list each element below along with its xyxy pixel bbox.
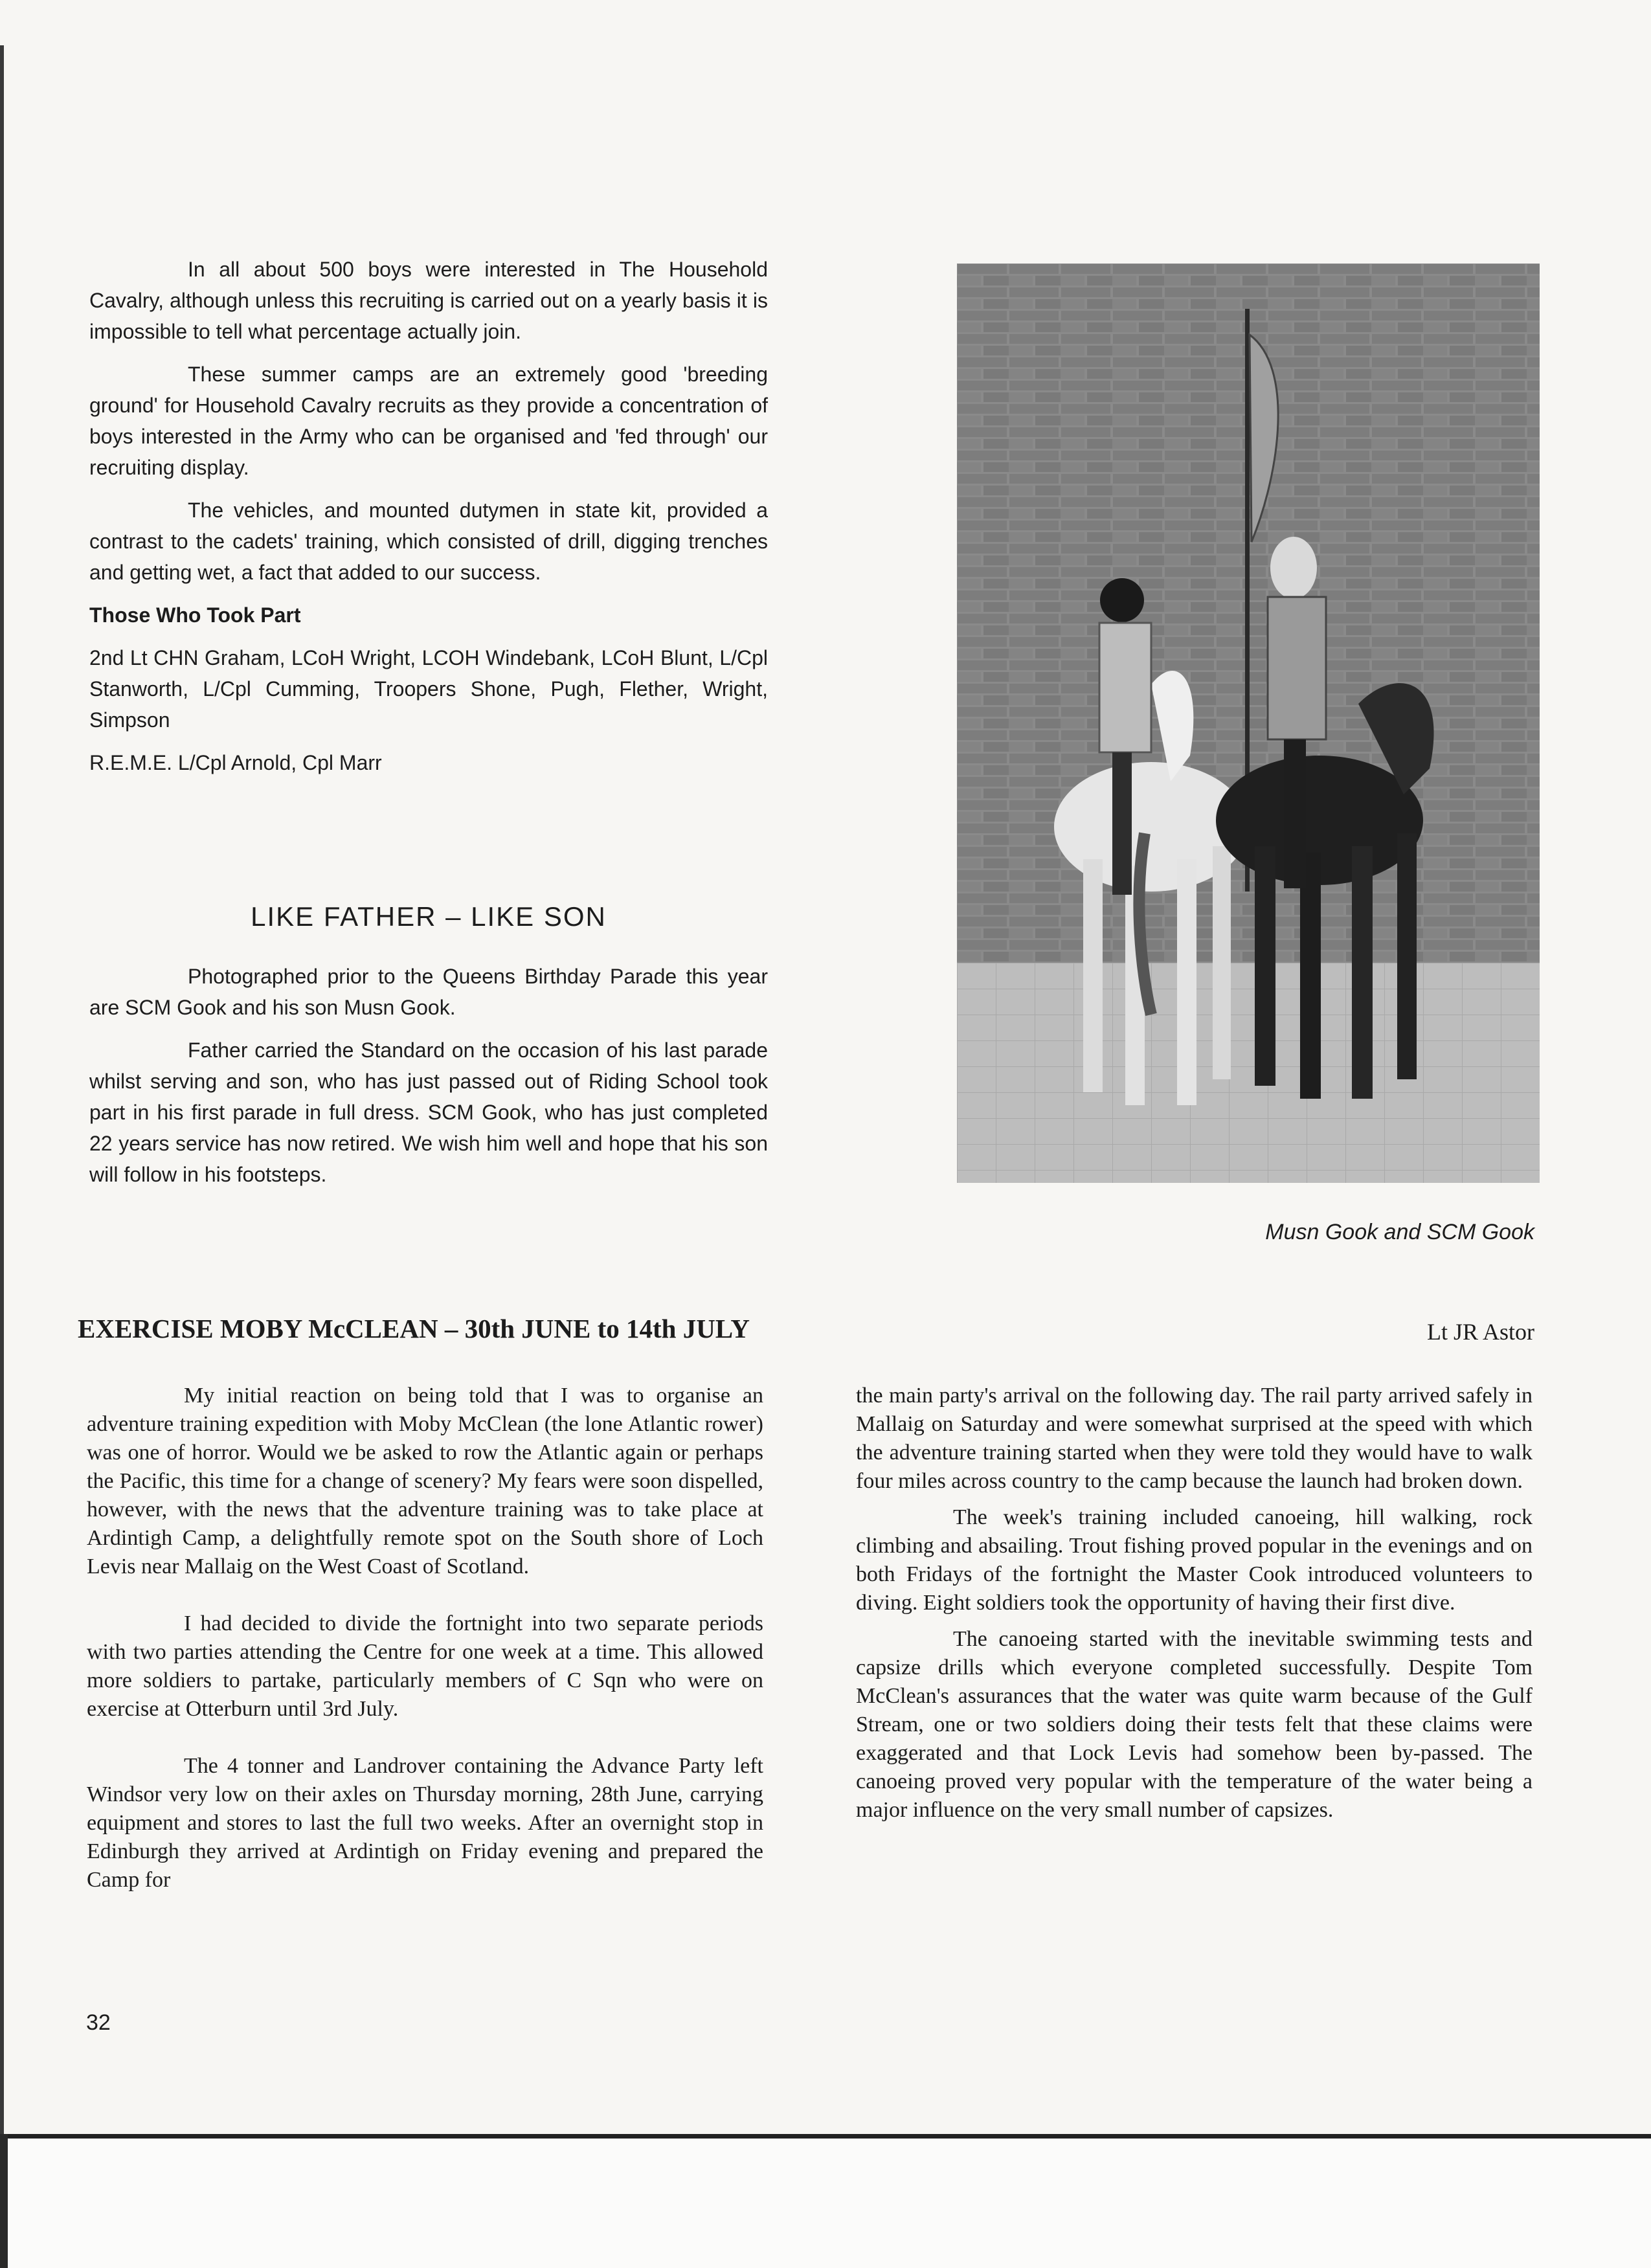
recruiting-article bbox=[89, 254, 768, 790]
paragraph: In all about 500 boys were interested in The Household Cavalry, although unless this recruiting is carried out on a yearly basis it is impossible to tell what percentage actually join. bbox=[89, 258, 768, 343]
scan-margin bbox=[8, 2139, 1651, 2268]
exercise-title: EXERCISE MOBY McCLEAN – 30th JUNE to 14th JULY bbox=[78, 1314, 750, 1343]
paragraph: the main party's arrival on the following day. The rail party arrived safely in Mallaig on Saturday and were somewhat surprised at the speed with which the adventure training started when they were told they would have to walk four miles across country to the camp because the launch had broken down. bbox=[856, 1384, 1533, 1493]
paragraph: The 4 tonner and Landrover containing the Advance Party left Windsor very low on their axles on Thursday morning, 28th June, carrying equipment and stores to last the full two weeks. After an overnight stop in Edinburgh they arrived at Ardintigh on Friday evening and prepared the Camp for bbox=[87, 1754, 763, 1892]
bottom-rule bbox=[0, 2134, 1651, 2139]
paragraph: Photographed prior to the Queens Birthday Parade this year are SCM Gook and his son Musn Gook. bbox=[89, 965, 768, 1019]
like-father-title: LIKE FATHER – LIKE SON bbox=[251, 901, 607, 932]
paragraph: These summer camps are an extremely good 'breeding ground' for Household Cavalry recruits as they provide a concentration of boys interested in the Army who can be organised and 'fed through' our recruiting display. bbox=[89, 363, 768, 479]
paragraph: I had decided to divide the fortnight into two separate periods with two parties attending the Centre for one week at a time. This allowed more soldiers to partake, particularly members of C Sqn who were on exercise at Otterburn until 3rd July. bbox=[87, 1611, 763, 1721]
pavement bbox=[957, 963, 1540, 1183]
photo-caption: Musn Gook and SCM Gook bbox=[1265, 1220, 1534, 1244]
exercise-column-2 bbox=[856, 1382, 1533, 1832]
paragraph: The week's training included canoeing, hill walking, rock climbing and absailing. Trout fishing proved popular in the evenings and on both Fridays of the fortnight the Master Cook introduced volunteers to diving. Eight soldiers took the opportunity of having their first dive. bbox=[856, 1505, 1533, 1615]
paragraph: My initial reaction on being told that I was to organise an adventure training expedition with Moby McClean (the lone Atlantic rower) was one of horror. Would we be asked to row the Atlantic again or perhaps the Pacific, this time for a change of scenery? My fears were soon dispelled, however, with the news that the adventure training was to take place at Ardintigh Camp, a delightfully remote spot on the South shore of Loch Levis near Mallaig on the West Coast of Scotland. bbox=[87, 1384, 763, 1578]
paragraph: The vehicles, and mounted dutymen in state kit, provided a contrast to the cadets' training, which consisted of drill, digging trenches and getting wet, a fact that added to our success. bbox=[89, 499, 768, 584]
paragraph: Father carried the Standard on the occasion of his last parade whilst serving and son, who has just passed out of Riding School took part in his first parade in full dress. SCM Gook, who has just completed 22 years service has now retired. We wish him well and hope that his son will follow in his footsteps. bbox=[89, 1039, 768, 1186]
paragraph: The canoeing started with the inevitable swimming tests and capsize drills which everyone completed successfully. Despite Tom McClean's assurances that the water was quite warm because of the Gulf Stream, one or two soldiers doing their tests felt that these claims were exaggerated and that Lock Levis had somehow been by-passed. The canoeing proved very popular with the temperature of the water being a major influence on the very small number of capsizes. bbox=[856, 1627, 1533, 1822]
exercise-column-1 bbox=[87, 1382, 763, 1923]
binding-corner bbox=[0, 2134, 8, 2268]
horsemen-photo bbox=[957, 264, 1540, 1183]
like-father-article bbox=[89, 961, 768, 1202]
participants-list: 2nd Lt CHN Graham, LCoH Wright, LCOH Windebank, LCoH Blunt, L/Cpl Stanworth, L/Cpl Cumming, Troopers Shone, Pugh, Flether, Wright, Simpson bbox=[89, 646, 768, 732]
exercise-author: Lt JR Astor bbox=[1426, 1319, 1534, 1345]
page-number: 32 bbox=[86, 2010, 111, 2035]
photo-illustration bbox=[957, 264, 1540, 1183]
reme-list: R.E.M.E. L/Cpl Arnold, Cpl Marr bbox=[89, 751, 382, 774]
participants-heading: Those Who Took Part bbox=[89, 603, 301, 627]
page-binding-edge bbox=[0, 45, 4, 2143]
